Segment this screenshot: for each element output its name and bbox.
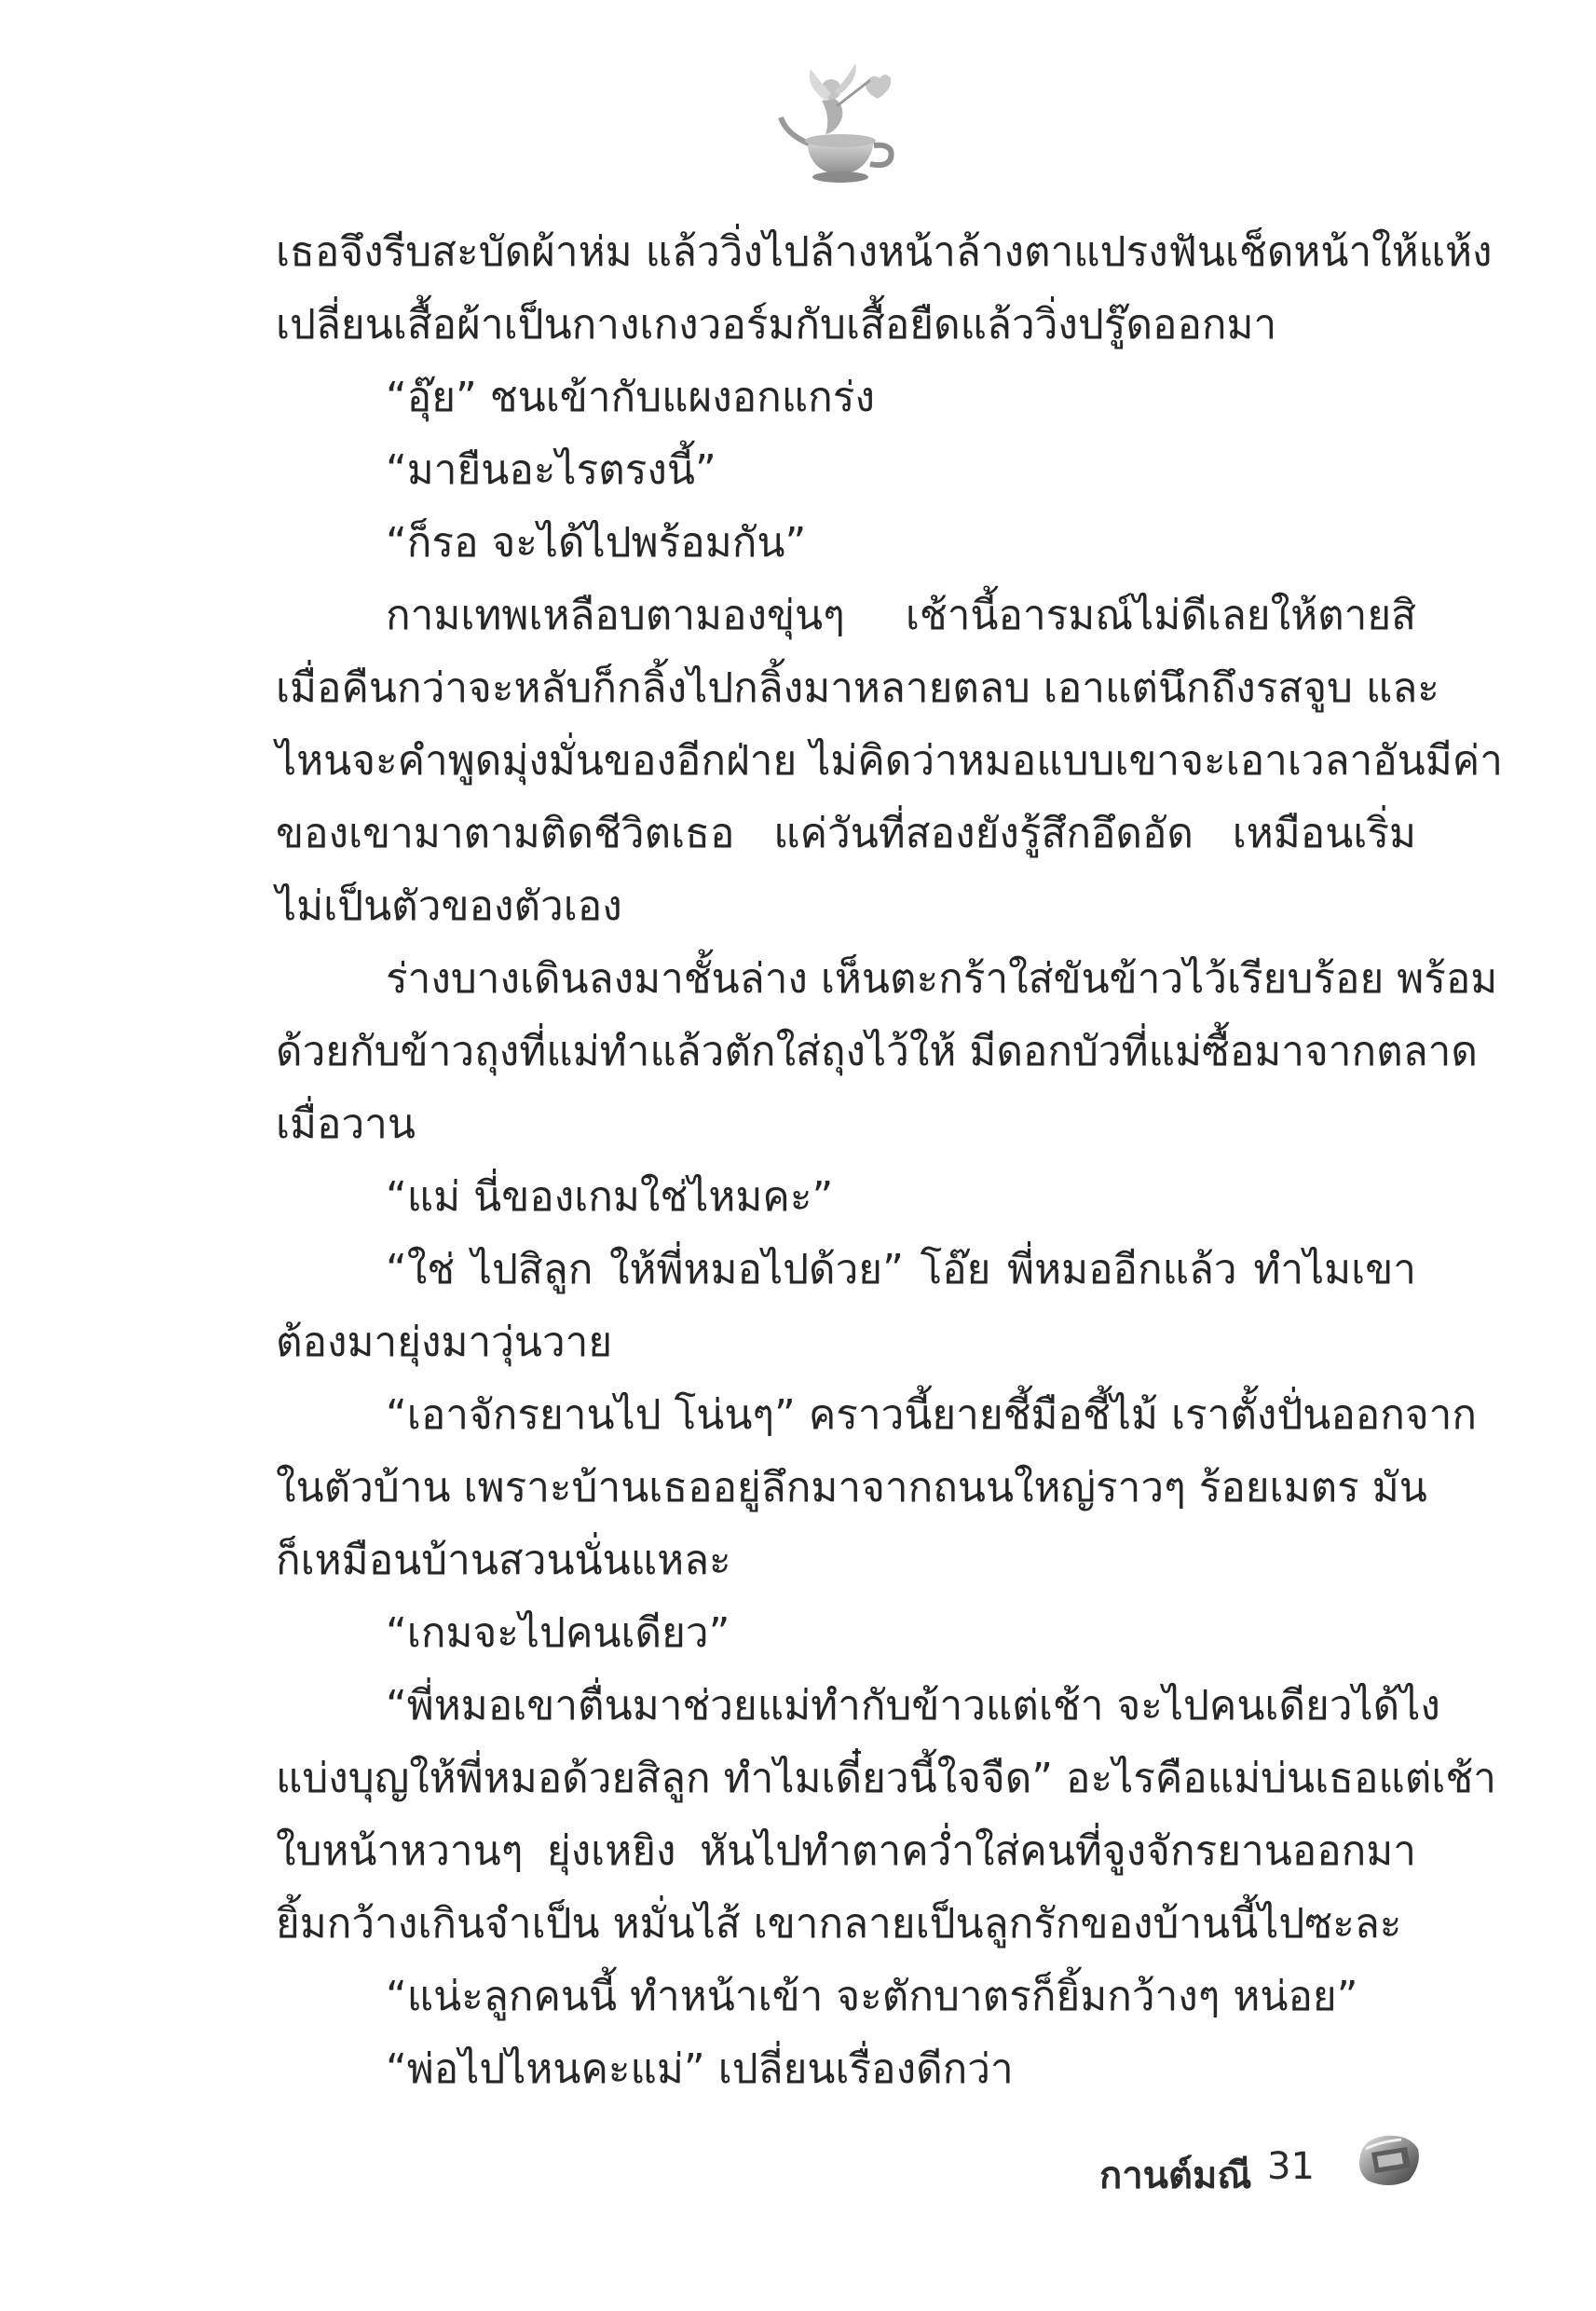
paragraph bbox=[276, 580, 1503, 943]
text-line: เปลี่ยนเสื้อผ้าเป็นกางเกงวอร์มกับเสื้อยืดแล้ววิ่งปรู๊ดออกมา bbox=[276, 301, 1277, 349]
cupid-teapot-ornament-icon bbox=[770, 52, 909, 192]
text-line: “ก็รอ จะได้ไปพร้อมกัน” bbox=[386, 519, 807, 567]
paragraph bbox=[276, 362, 1416, 434]
paragraph bbox=[276, 1161, 1416, 1234]
text-line: “ใช่ ไปสิลูก ให้พี่หมอไปด้วย” โอ๊ย พี่หมออีกแล้ว ทำไมเขา bbox=[386, 1246, 1416, 1293]
jewel-gem-icon bbox=[1353, 2128, 1424, 2194]
text-line: ไม่เป็นตัวของตัวเอง bbox=[276, 882, 622, 930]
text-line: “พ่อไปไหนคะแม่” เปลี่ยนเรื่องดีกว่า bbox=[386, 2045, 1014, 2093]
book-title: กานต์มณี bbox=[1099, 2154, 1252, 2197]
text-line: ร่างบางเดินลงมาชั้นล่าง เห็นตะกร้าใส่ขันข้าวไว้เรียบร้อย พร้อม bbox=[386, 955, 1498, 1003]
text-line: เมื่อวาน bbox=[276, 1101, 416, 1148]
text-line: “พี่หมอเขาตื่นมาช่วยแม่ทำกับข้าวแต่เช้า จะไปคนเดียวได้ไง bbox=[386, 1682, 1440, 1730]
paragraph bbox=[276, 1597, 1416, 1670]
paragraph bbox=[276, 943, 1498, 1161]
paragraph bbox=[276, 434, 1416, 507]
paragraph bbox=[276, 2033, 1416, 2106]
text-line: เธอจึงรีบสะบัดผ้าห่ม แล้ววิ่งไปล้างหน้าล้างตาแปรงฟันเช็ดหน้าให้แห้ง bbox=[276, 228, 1493, 276]
text-line: ต้องมายุ่งมาวุ่นวาย bbox=[276, 1319, 613, 1366]
text-line: “มายืนอะไรตรงนี้” bbox=[386, 446, 716, 494]
page-number: 31 bbox=[1267, 2145, 1315, 2188]
text-line: “อุ๊ย” ชนเข้ากับแผงอกแกร่ง bbox=[386, 374, 875, 421]
text-line: เมื่อคืนกว่าจะหลับก็กลิ้งไปกลิ้งมาหลายตลบ เอาแต่นึกถึงรสจูบ และ bbox=[276, 664, 1439, 712]
paragraph bbox=[276, 1961, 1416, 2033]
text-line: ยิ้มกว้างเกินจำเป็น หมั่นไส้ เขากลายเป็นลูกรักของบ้านนี้ไปซะละ bbox=[276, 1900, 1402, 1948]
text-line: ไหนจะคำพูดมุ่งมั่นของอีกฝ่าย ไม่คิดว่าหมอแบบเขาจะเอาเวลาอันมีค่า bbox=[276, 737, 1503, 785]
text-line: “เอาจักรยานไป โน่นๆ” คราวนี้ยายชี้มือชี้ไม้ เราตั้งปั่นออกจาก bbox=[386, 1391, 1478, 1439]
paragraph bbox=[276, 1379, 1478, 1597]
text-line: ในตัวบ้าน เพราะบ้านเธออยู่ลึกมาจากถนนใหญ่ราวๆ ร้อยเมตร มัน bbox=[276, 1464, 1427, 1511]
text-line: “เกมจะไปคนเดียว” bbox=[386, 1609, 730, 1657]
paragraph bbox=[276, 507, 1416, 580]
text-line: ใบหน้าหวานๆ ยุ่งเหยิง หันไปทำตาคว่ำใส่คนที่จูงจักรยานออกมา bbox=[276, 1827, 1416, 1875]
paragraph bbox=[276, 1234, 1416, 1379]
text-line: “แน่ะลูกคนนี้ ทำหน้าเข้า จะตักบาตรก็ยิ้มกว้างๆ หน่อย” bbox=[386, 1973, 1358, 2020]
text-line: แบ่งบุญให้พี่หมอด้วยสิลูก ทำไมเดี๋ยวนี้ใจจืด” อะไรคือแม่บ่นเธอแต่เช้า bbox=[276, 1755, 1496, 1802]
text-line: “แม่ นี่ของเกมใช่ไหมคะ” bbox=[386, 1173, 834, 1221]
text-line: ของเขามาตามติดชีวิตเธอ แค่วันที่สองยังรู้สึกอึดอัด เหมือนเริ่ม bbox=[276, 810, 1416, 857]
paragraph bbox=[276, 1670, 1496, 1961]
paragraph bbox=[276, 216, 1493, 362]
text-line: ก็เหมือนบ้านสวนนั่นแหละ bbox=[276, 1537, 731, 1584]
text-line: กามเทพเหลือบตามองขุ่นๆ เช้านี้อารมณ์ไม่ดีเลยให้ตายสิ bbox=[386, 592, 1416, 639]
text-line: ด้วยกับข้าวถุงที่แม่ทำแล้วตักใส่ถุงไว้ให้ มีดอกบัวที่แม่ซื้อมาจากตลาด bbox=[276, 1028, 1478, 1075]
page-footer bbox=[1090, 2125, 1425, 2199]
body-text bbox=[276, 216, 1503, 2106]
